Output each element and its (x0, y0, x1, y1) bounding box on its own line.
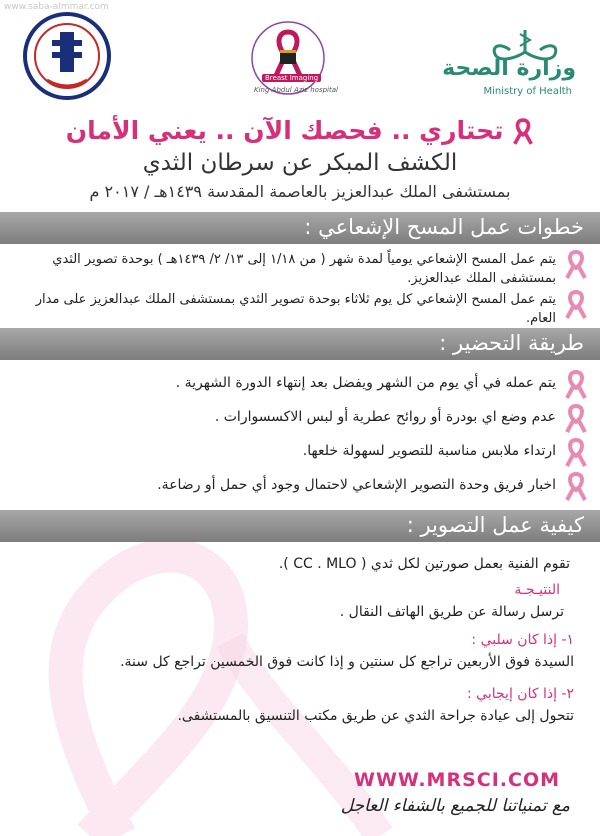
section-steps-title: خطوات عمل المسح الإشعاعي : (304, 215, 584, 239)
pink-ribbon-icon (564, 250, 588, 280)
watermark-url: www.saba-almmar.com (4, 2, 109, 12)
footer-wish: مع تمنياتنا للجميع بالشفاء العاجل (340, 796, 570, 816)
section-how-header (0, 510, 600, 542)
title-block (0, 112, 600, 201)
section-prep-header (0, 328, 600, 360)
item-text: يتم عمل المسح الإشعاعي كل يوم ثلاثاء بوحدة تصوير الثدي بمستشفى الملك عبدالعزيز على مدار العام. (35, 292, 556, 326)
subtitle: بمستشفى الملك عبدالعزيز بالعاصمة المقدسة ١٤٣٩هـ / ٢٠١٧ م (89, 182, 511, 201)
pink-ribbon-icon (564, 290, 588, 320)
item-text: يتم عمل المسح الإشعاعي يومياً لمدة شهر ( من ١/١٨ إلى ١٣/ ٢/ ١٤٣٩هـ ) بوحدة تصوير الثدي بمستشفى الملك عبدالعزيز. (52, 252, 556, 286)
list-item (0, 404, 600, 436)
item-text: عدم وضع اي بودرة أو روائح عطرية أو لبس الاكسسوارات . (214, 409, 556, 425)
pink-ribbon-icon (564, 404, 588, 434)
section-prep-title: طريقة التحضير : (439, 331, 584, 355)
negative-title: ١- إذا كان سلبي : (471, 632, 574, 648)
header (0, 0, 600, 112)
pink-ribbon-icon (512, 118, 534, 146)
list-item (0, 250, 600, 288)
positive-title: ٢- إذا كان إيجابي : (467, 686, 574, 702)
section-how-title: كيفية عمل التصوير : (406, 513, 584, 537)
item-text: يتم عمله في أي يوم من الشهر ويفضل بعد إنتهاء الدورة الشهرية . (175, 375, 556, 391)
ministry-name-en: Ministry of Health (483, 86, 572, 97)
slogan-text: تحتاري .. فحصك الآن .. يعني الأمان (65, 116, 504, 145)
pink-ribbon-icon (564, 472, 588, 502)
result-title: النتيـجـة (514, 582, 560, 598)
breast-imaging-label: Breast Imaging (262, 74, 321, 82)
how-line2: ترسل رسالة عن طريق الهاتف النقال . (339, 604, 564, 620)
slogan (0, 116, 600, 146)
kaa-label: King Abdul Aziz hospital (254, 86, 338, 94)
footer-url[interactable]: WWW.MRSCI.COM (354, 769, 560, 791)
ministry-name-ar: وزارة الصحة (442, 56, 576, 81)
positive-text: تتحول إلى عيادة جراحة الثدي عن طريق مكتب التنسيق بالمستشفى. (177, 708, 574, 724)
list-item (0, 438, 600, 470)
list-item (0, 472, 600, 504)
pink-ribbon-icon (564, 438, 588, 468)
item-text: اخبار فريق وحدة التصوير الإشعاعي لاحتمال وجود أي حمل أو رضاعة. (157, 477, 556, 493)
how-line1: تقوم الفنية بعمل صورتين لكل ثدي ( CC . MLO ). (278, 556, 570, 572)
pink-ribbon-icon (564, 370, 588, 400)
list-item (0, 370, 600, 402)
main-title: الكشف المبكر عن سرطان الثدي (142, 150, 458, 176)
item-text: ارتداء ملابس مناسبة للتصوير لسهولة خلعها. (302, 443, 556, 459)
section-steps-header (0, 212, 600, 244)
negative-text: السيدة فوق الأربعين تراجع كل سنتين و إذا كانت فوق الخمسين تراجع كل سنة. (120, 654, 574, 670)
list-item (0, 290, 600, 328)
radiology-society-logo-icon (22, 10, 112, 102)
